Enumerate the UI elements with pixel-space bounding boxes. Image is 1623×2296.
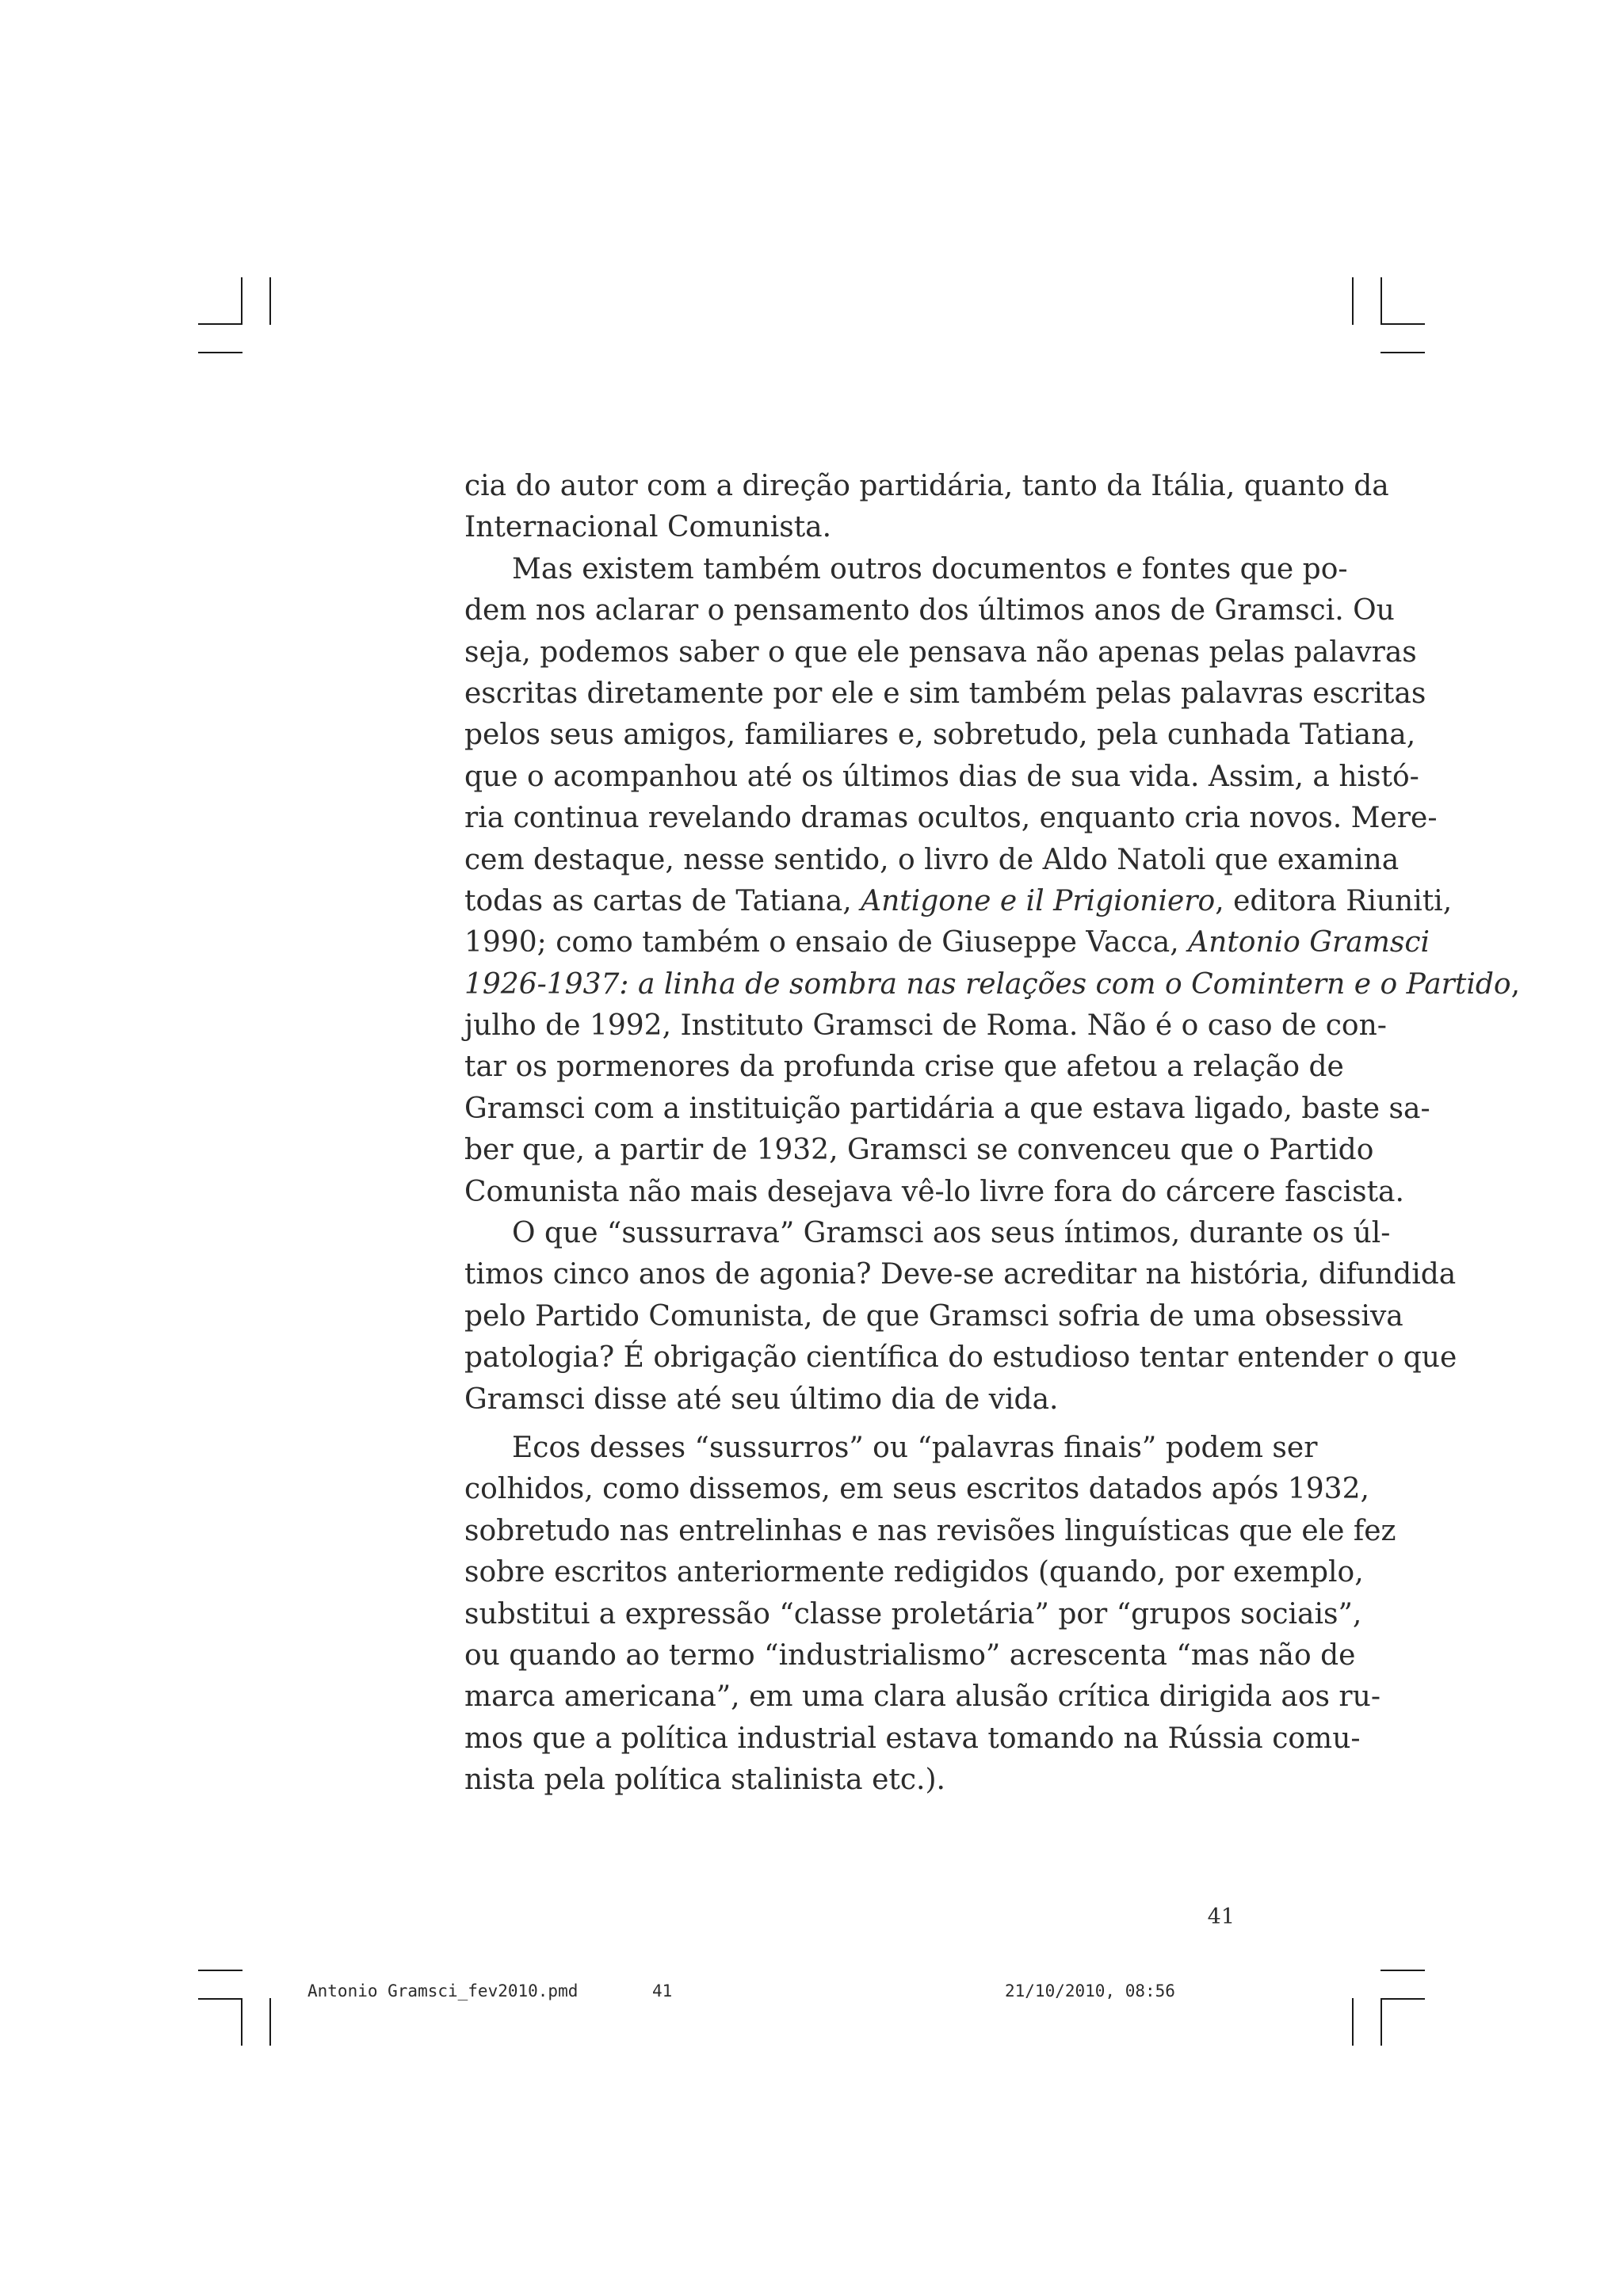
text-line: pelos seus amigos, familiares e, sobretudo, pela cunhada Tatiana, — [464, 719, 1416, 752]
text-line: Ecos desses “sussurros” ou “palavras finais” podem ser — [512, 1431, 1318, 1464]
text-line: sobretudo nas entrelinhas e nas revisões linguísticas que ele fez — [464, 1514, 1396, 1547]
crop-mark — [1352, 277, 1354, 325]
crop-mark — [1381, 323, 1425, 325]
text-line: cia do autor com a direção partidária, tanto da Itália, quanto da — [464, 470, 1389, 502]
slug-filename: Antonio Gramsci_fev2010.pmd — [307, 1981, 579, 2000]
text-line: Comunista não mais desejava vê-lo livre fora do cárcere fascista. — [464, 1175, 1404, 1208]
crop-mark — [241, 277, 242, 325]
text-line: Internacional Comunista. — [464, 511, 832, 544]
text-line — [464, 964, 1521, 1005]
text-line: escritas diretamente por ele e sim também pelas palavras escritas — [464, 677, 1426, 710]
text-line: dem nos aclarar o pensamento dos últimos anos de Gramsci. Ou — [464, 594, 1395, 627]
crop-mark — [1352, 1998, 1354, 2046]
slug-page: 41 — [652, 1981, 673, 2000]
text-line: cem destaque, nesse sentido, o livro de Aldo Natoli que examina — [464, 843, 1400, 876]
crop-mark — [1381, 1970, 1425, 1971]
text-line: Gramsci disse até seu último dia de vida. — [464, 1383, 1059, 1416]
text-line: Mas existem também outros documentos e fontes que po- — [512, 552, 1348, 585]
essay-title: 1926-1937: a linha de sombra nas relações com o Comintern e o Partido — [464, 967, 1511, 1001]
text-line: nista pela política stalinista etc.). — [464, 1764, 945, 1797]
crop-mark — [269, 277, 271, 325]
body-text — [464, 466, 1521, 1802]
slug-datetime: 21/10/2010, 08:56 — [1005, 1981, 1175, 2000]
crop-mark — [198, 323, 242, 325]
crop-mark — [241, 1998, 242, 2046]
text-line: marca americana”, em uma clara alusão crítica dirigida aos ru- — [464, 1680, 1381, 1714]
crop-mark — [198, 1970, 242, 1971]
crop-mark — [1381, 1998, 1382, 2046]
text-run: todas as cartas de Tatiana, — [464, 884, 861, 917]
text-line: colhidos, como dissemos, em seus escritos datados após 1932, — [464, 1473, 1369, 1506]
crop-mark — [1381, 352, 1425, 353]
crop-mark — [1381, 1998, 1425, 2000]
text-line — [464, 922, 1430, 963]
crop-mark — [269, 1998, 271, 2046]
text-line: patologia? É obrigação científica do estudioso tentar entender o que — [464, 1341, 1457, 1375]
text-line: ber que, a partir de 1932, Gramsci se convenceu que o Partido — [464, 1134, 1374, 1167]
page-number: 41 — [1207, 1905, 1235, 1929]
text-line: ou quando ao termo “industrialismo” acrescenta “mas não de — [464, 1638, 1356, 1672]
text-line: substitui a expressão “classe proletária” por “grupos sociais”, — [464, 1597, 1362, 1630]
essay-title: Antonio Gramsci — [1188, 926, 1430, 959]
text-line: sobre escritos anteriormente redigidos (quando, por exemplo, — [464, 1556, 1364, 1589]
text-run: , — [1510, 967, 1521, 1001]
text-line: tar os pormenores da profunda crise que afetou a relação de — [464, 1051, 1344, 1084]
text-line: timos cinco anos de agonia? Deve-se acreditar na história, difundida — [464, 1258, 1457, 1291]
crop-mark — [198, 1998, 242, 2000]
text-line: O que “sussurrava” Gramsci aos seus íntimos, durante os úl- — [512, 1217, 1391, 1250]
text-run: 1990; como também o ensaio de Giuseppe Vacca, — [464, 926, 1189, 959]
text-line: que o acompanhou até os últimos dias de sua vida. Assim, a histó- — [464, 760, 1419, 793]
text-line: ria continua revelando dramas ocultos, enquanto cria novos. Mere- — [464, 802, 1438, 835]
book-title: Antigone e il Prigioniero — [861, 884, 1216, 917]
text-line: pelo Partido Comunista, de que Gramsci sofria de uma obsessiva — [464, 1299, 1403, 1333]
text-line: Gramsci com a instituição partidária a que estava ligado, baste sa- — [464, 1092, 1430, 1125]
text-line: julho de 1992, Instituto Gramsci de Roma. Não é o caso de con- — [464, 1009, 1387, 1043]
text-line: seja, podemos saber o que ele pensava não apenas pelas palavras — [464, 635, 1417, 669]
text-line: mos que a política industrial estava tomando na Rússia comu- — [464, 1722, 1361, 1755]
text-line — [464, 881, 1453, 922]
crop-mark — [198, 352, 242, 353]
crop-mark — [1381, 277, 1382, 325]
text-run: , editora Riuniti, — [1215, 884, 1453, 917]
